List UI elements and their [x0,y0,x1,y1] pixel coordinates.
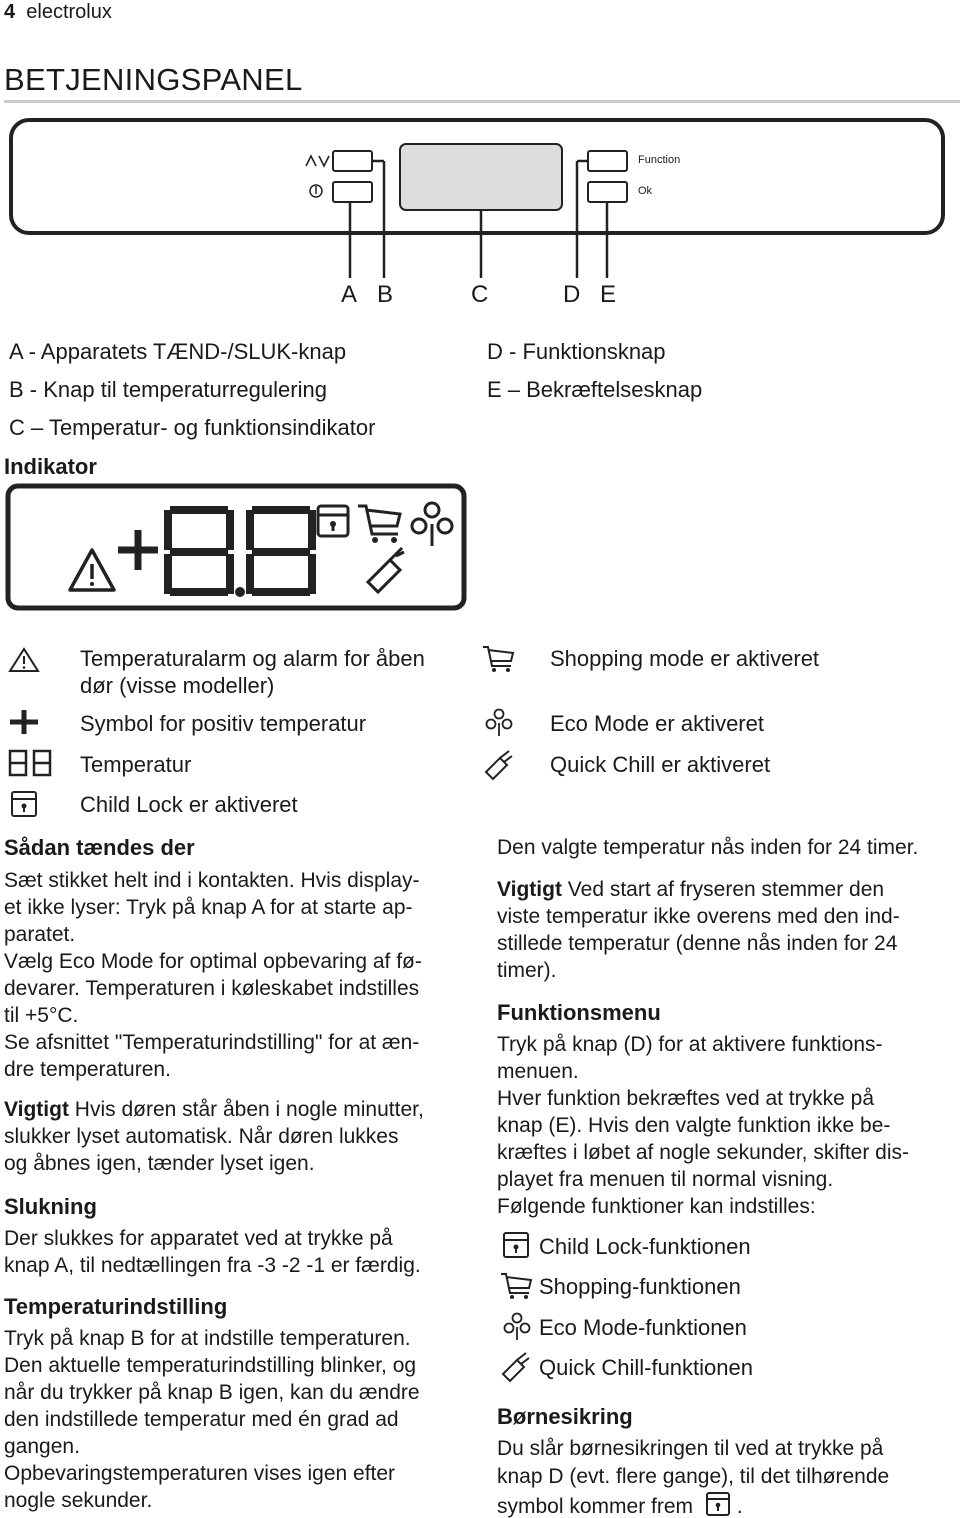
symbol-desc-warning-2: dør (visse modeller) [80,673,275,698]
symbol-desc-quickchill: Quick Chill er aktiveret [550,752,771,777]
button-a [333,182,372,202]
text-line: Du slår børnesikringen til ved at trykke på [497,1437,884,1460]
paragraph-child [497,1435,889,1518]
text-line: knap A, til nedtællingen fra -3 -2 -1 er færdig. [4,1254,421,1277]
quickchill-icon [500,1352,532,1382]
display-window [400,144,562,210]
paragraph-off [4,1225,421,1279]
legend-e: E – Bekræftelsesknap [487,377,703,402]
legend-a: A - Apparatets TÆND-/SLUK-knap [9,339,347,364]
heading-child: Børnesikring [497,1404,633,1429]
paragraph-menu [497,1031,909,1220]
text-line: knap D (evt. flere gange), til det tilhørende [497,1465,890,1488]
text-line: Den aktuelle temperaturindstilling blinker, og [4,1354,417,1377]
text-line: Se afsnittet "Temperaturindstilling" for at æn- [4,1031,420,1054]
text-line: Ved start af fryseren stemmer den [561,878,885,901]
text-line: symbol kommer frem [497,1495,694,1518]
text-line: kræftes i løbet af nogle sekunder, skifter dis- [497,1141,910,1164]
text-line: devarer. Temperaturen i køleskabet indstilles [4,977,420,1000]
button-e [588,182,627,202]
lock-icon [10,790,38,818]
symbol-desc-lock: Child Lock er aktiveret [80,792,298,817]
updown-icon [306,156,329,166]
lock-icon [705,1491,731,1517]
quickchill-icon [483,750,515,780]
cart-icon [481,644,515,674]
heading-off: Slukning [4,1194,97,1219]
text-line: Hver funktion bekræftes ved at trykke på [497,1087,875,1110]
heading-menu: Funktionsmenu [497,1000,661,1025]
text-line: og åbnes igen, tænder lyset igen. [4,1152,315,1175]
control-panel-diagram [0,110,960,310]
letter-c: C [471,281,489,308]
function-childlock: Child Lock-funktionen [539,1234,751,1259]
paragraph-start [4,867,422,1083]
text-line: til +5°C. [4,1004,79,1027]
vigtigt-label: Vigtigt [4,1098,69,1121]
vigtigt-label: Vigtigt [497,878,562,901]
function-quickchill: Quick Chill-funktionen [539,1355,753,1380]
text-line: når du trykker på knap B igen, kan du ændre [4,1381,420,1404]
fan-icon [484,708,514,738]
text-line: paratet. [4,923,76,946]
heading-start: Sådan tændes der [4,835,195,860]
button-d [588,151,627,171]
text-line: viste temperatur ikke overens med den ind- [497,905,900,928]
text-line: Følgende funktioner kan indstilles: [497,1195,816,1218]
paragraph-temp [4,1325,420,1514]
label-ok: Ok [638,185,653,197]
symbol-desc-plus: Symbol for positiv temperatur [80,711,367,736]
paragraph-vigtigt-right [497,876,900,984]
label-function: Function [638,154,681,166]
legend-b: B - Knap til temperaturregulering [9,377,327,402]
reach-line: Den valgte temperatur nås inden for 24 timer. [497,836,919,859]
lock-icon [502,1231,530,1259]
legend-c: C – Temperatur- og funktionsindikator [9,415,376,440]
text-line: . [736,1495,743,1518]
brand-name: electrolux [26,1,112,23]
text-line: Hvis døren står åben i nogle minutter, [68,1098,424,1121]
symbol-desc-digits: Temperatur [80,752,192,777]
text-line: playet fra menuen til normal visning. [497,1168,834,1191]
text-line: menuen. [497,1060,579,1083]
function-eco: Eco Mode-funktionen [539,1315,747,1340]
text-line: Der slukkes for apparatet ved at trykke på [4,1227,393,1250]
text-line: timer). [497,959,557,982]
digits-icon [8,749,52,777]
text-line: et ikke lyser: Tryk på knap A for at starte ap- [4,896,413,919]
heading-temp: Temperaturindstilling [4,1294,228,1319]
legend-d: D - Funktionsknap [487,339,666,364]
text-line: nogle sekunder. [4,1489,153,1512]
letter-a: A [341,281,358,308]
text-line: Vælg Eco Mode for optimal opbevaring af fø- [4,950,422,973]
text-line: Tryk på knap B for at indstille temperaturen. [4,1327,411,1350]
paragraph-vigtigt-left [4,1096,424,1177]
section-divider [4,100,960,103]
button-b [333,151,372,171]
text-line: Opbevaringstemperaturen vises igen efter [4,1462,396,1485]
fan-icon [502,1312,532,1342]
page-number: 4 [4,1,16,23]
text-line: Tryk på knap (D) for at aktivere funktions- [497,1033,883,1056]
text-line: gangen. [4,1435,80,1458]
text-line: knap (E). Hvis den valgte funktion ikke be- [497,1114,891,1137]
indicator-heading: Indikator [4,454,97,479]
function-shopping: Shopping-funktionen [539,1274,741,1299]
letter-d: D [563,281,581,308]
section-title: BETJENINGSPANEL [4,62,303,97]
text-line: slukker lyset automatisk. Når døren lukkes [4,1125,399,1148]
plus-icon [8,708,40,736]
letter-e: E [600,281,617,308]
symbol-desc-cart: Shopping mode er aktiveret [550,646,820,671]
symbol-desc-warning: Temperaturalarm og alarm for åben [80,646,425,671]
text-line: stillede temperatur (denne nås inden for 24 [497,932,898,955]
text-line: Sæt stikket helt ind i kontakten. Hvis display- [4,869,420,892]
symbol-desc-fan: Eco Mode er aktiveret [550,711,764,736]
page-header [4,0,112,24]
text-line: den indstillede temperatur med én grad ad [4,1408,399,1431]
letter-b: B [377,281,394,308]
indicator-display [0,480,480,620]
text-line: dre temperaturen. [4,1058,171,1081]
warning-icon [8,646,40,674]
cart-icon [499,1271,533,1301]
